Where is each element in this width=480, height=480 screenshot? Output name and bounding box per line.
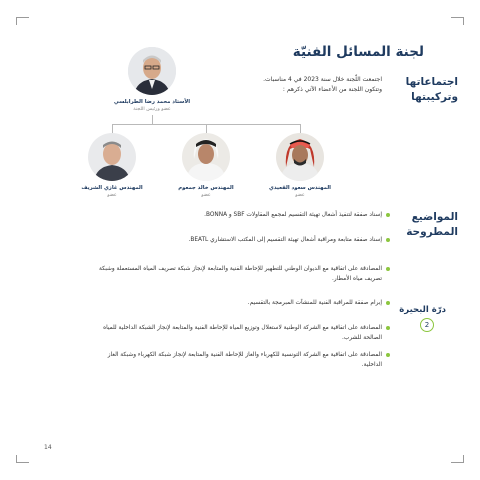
crop-mark (16, 17, 17, 25)
topic-item (92, 323, 382, 343)
topic-item (92, 264, 382, 284)
member-photo-2 (182, 133, 230, 181)
intro-line-2: وتتكون اللجنة من الأعضاء الآتي ذكرهم : (282, 86, 382, 93)
pearl-number-badge: 2 (420, 318, 434, 332)
member-role-2: عضو (201, 193, 211, 198)
org-connector (152, 115, 153, 124)
crop-mark (16, 462, 29, 463)
member-name-1: المهندس سعود القعيدي (269, 185, 331, 191)
member-name-2: المهندس خالد جمعوم (178, 185, 234, 191)
bullet-dot (386, 213, 390, 217)
topic-item (92, 350, 382, 370)
topic-text: المصادقة على اتفاقية مع الديوان الوطني للتطهير للإحاطة الفنية والمتابعة لإنجاز شبكة تصريف المياه المستعملة وشبكة تصريف مياه الأمطار. (98, 266, 382, 282)
member-photo-1 (276, 133, 324, 181)
member-photo-3 (88, 133, 136, 181)
bullet-dot (386, 301, 390, 305)
topic-text: إسناد صفقة متابعة ومراقبة أشغال تهيئة التقسيم إلى المكتب الاستشاري BEATL. (188, 237, 382, 243)
crop-mark (16, 17, 29, 18)
member-name-3: المهندس غازي الشريف (81, 185, 143, 191)
crop-mark (463, 17, 464, 25)
bullet-dot (386, 353, 390, 357)
member-role-3: عضو (107, 193, 117, 198)
topic-text: المصادقة على اتفاقية مع الشركة الوطنية لاستغلال وتوزيع المياه للإحاطة الفنية والمتابعة لإنجاز الشبكة الداخلية للمياه الصالحة للشرب. (103, 325, 382, 341)
crop-mark (16, 455, 17, 463)
meetings-heading: اجتماعاتها وتركيبتها (405, 76, 458, 103)
topic-item (92, 298, 382, 308)
page-title: لجنة المسائل الفنيّة (292, 44, 424, 60)
intro-text (182, 75, 382, 95)
chair-name: الأستاذ محمد رضا الطرابلسي (113, 99, 191, 105)
topic-text: إسناد صفقة لتنفيذ أشغال تهيئة التقسيم لمجمع المقاولات SBF و BONNA. (204, 212, 382, 218)
bullet-dot (386, 238, 390, 242)
pearl-label: درّة البحيرة (399, 305, 446, 315)
topic-item (92, 235, 382, 245)
topic-item (92, 210, 382, 220)
topic-text: إبرام صفقة للمراقبة الفنية للمنشآت المبرمجة بالتقسيم. (247, 300, 382, 306)
topics-heading: المواضيع المطروحة (406, 211, 458, 238)
bullet-dot (386, 267, 390, 271)
crop-mark (463, 455, 464, 463)
intro-line-1: اجتمعت اللّجنة خلال سنة 2023 في 4 مناسبات. (263, 76, 382, 83)
org-connector (300, 124, 301, 133)
member-role-1: عضو (295, 193, 305, 198)
org-connector (206, 124, 207, 133)
chair-role: عضو ورئيس اللجنة (133, 107, 171, 112)
page-number: 14 (44, 444, 52, 451)
org-connector (112, 124, 113, 133)
bullet-dot (386, 326, 390, 330)
chair-photo (128, 47, 176, 95)
topic-text: المصادقة على اتفاقية مع الشركة التونسية للكهرباء والغاز للإحاطة الفنية والمتابعة لإنجاز شبكة الكهرباء وشبكة الغاز الداخلية. (107, 352, 382, 368)
